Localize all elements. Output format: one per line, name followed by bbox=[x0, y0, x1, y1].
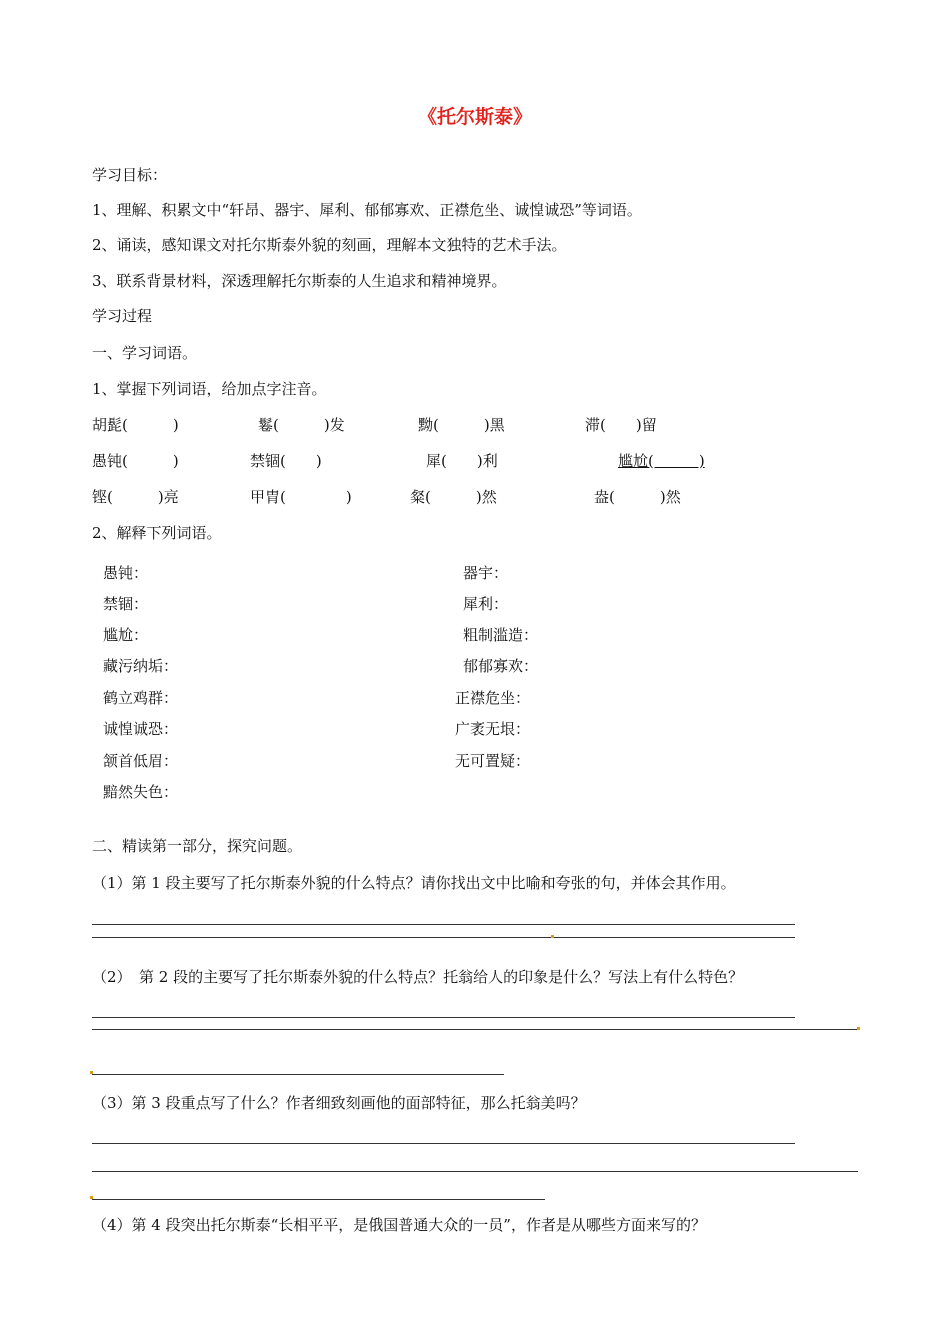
pinyin-item: 禁锢( ) bbox=[250, 452, 322, 470]
vocab-term: 器宇： bbox=[463, 564, 509, 582]
margin-mark bbox=[857, 1027, 860, 1030]
pinyin-item: 鬈( )发 bbox=[258, 416, 345, 434]
pinyin-item: 胡髭( ) bbox=[92, 416, 179, 434]
vocab-term: 尴尬： bbox=[103, 626, 149, 644]
pinyin-item: 粲( )然 bbox=[410, 488, 497, 506]
answer-line bbox=[92, 1199, 545, 1200]
vocab-term: 鹤立鸡群： bbox=[103, 689, 179, 707]
pinyin-item: 黝( )黑 bbox=[418, 416, 505, 434]
vocab-term: 无可置疑： bbox=[455, 752, 531, 770]
pinyin-item: 尴尬( ) bbox=[618, 452, 705, 470]
vocab-term: 广袤无垠： bbox=[455, 720, 531, 738]
question-3: （3）第 3 段重点写了什么？作者细致刻画他的面部特征，那么托翁美吗？ bbox=[92, 1094, 586, 1112]
vocab-term: 愚钝： bbox=[103, 564, 149, 582]
objective-2: 2、诵读，感知课文对托尔斯泰外貌的刻画，理解本文独特的艺术手法。 bbox=[92, 236, 567, 254]
pinyin-item: 甲胄( ) bbox=[250, 488, 352, 506]
pinyin-item: 愚钝( ) bbox=[92, 452, 179, 470]
vocab-term: 颔首低眉： bbox=[103, 752, 179, 770]
pinyin-task-heading: 1、掌握下列词语，给加点字注音。 bbox=[92, 380, 327, 398]
answer-line bbox=[92, 1143, 795, 1144]
vocab-term: 郁郁寡欢： bbox=[463, 657, 539, 675]
answer-line bbox=[92, 1017, 795, 1018]
pinyin-item: 滞( )留 bbox=[585, 416, 657, 434]
part1-heading: 一、学习词语。 bbox=[92, 344, 198, 362]
vocab-term: 犀利： bbox=[463, 595, 509, 613]
definition-task-heading: 2、解释下列词语。 bbox=[92, 524, 222, 542]
objective-1: 1、理解、积累文中“轩昂、器宇、犀利、郁郁寡欢、正襟危坐、诚惶诚恐”等词语。 bbox=[92, 201, 642, 219]
pinyin-item: 铿( )亮 bbox=[92, 488, 179, 506]
process-heading: 学习过程 bbox=[92, 307, 153, 325]
question-1: （1）第 1 段主要写了托尔斯泰外貌的什么特点？请你找出文中比喻和夸张的句，并体会其作用。 bbox=[92, 874, 736, 892]
answer-line bbox=[92, 1029, 858, 1030]
answer-line bbox=[92, 1074, 504, 1075]
answer-line bbox=[92, 924, 795, 925]
vocab-term: 正襟危坐： bbox=[455, 689, 531, 707]
part2-heading: 二、精读第一部分，探究问题。 bbox=[92, 837, 303, 855]
vocab-term: 诚惶诚恐： bbox=[103, 720, 179, 738]
question-2: （2） 第 2 段的主要写了托尔斯泰外貌的什么特点？托翁给人的印象是什么？写法上有什么特色？ bbox=[92, 968, 744, 986]
objectives-heading: 学习目标： bbox=[92, 166, 168, 184]
pinyin-item: 犀( )利 bbox=[426, 452, 498, 470]
pinyin-item: 盎( )然 bbox=[594, 488, 681, 506]
vocab-term: 粗制滥造： bbox=[463, 626, 539, 644]
question-4: （4）第 4 段突出托尔斯泰“长相平平，是俄国普通大众的一员”，作者是从哪些方面来写的？ bbox=[92, 1216, 706, 1234]
answer-line bbox=[92, 937, 795, 938]
vocab-term: 藏污纳垢： bbox=[103, 657, 179, 675]
answer-line bbox=[92, 1171, 858, 1172]
vocab-term: 黯然失色： bbox=[103, 783, 179, 801]
objective-3: 3、联系背景材料，深透理解托尔斯泰的人生追求和精神境界。 bbox=[92, 272, 507, 290]
margin-mark bbox=[551, 935, 554, 938]
vocab-term: 禁锢： bbox=[103, 595, 149, 613]
document-title: 《托尔斯泰》 bbox=[417, 106, 532, 128]
